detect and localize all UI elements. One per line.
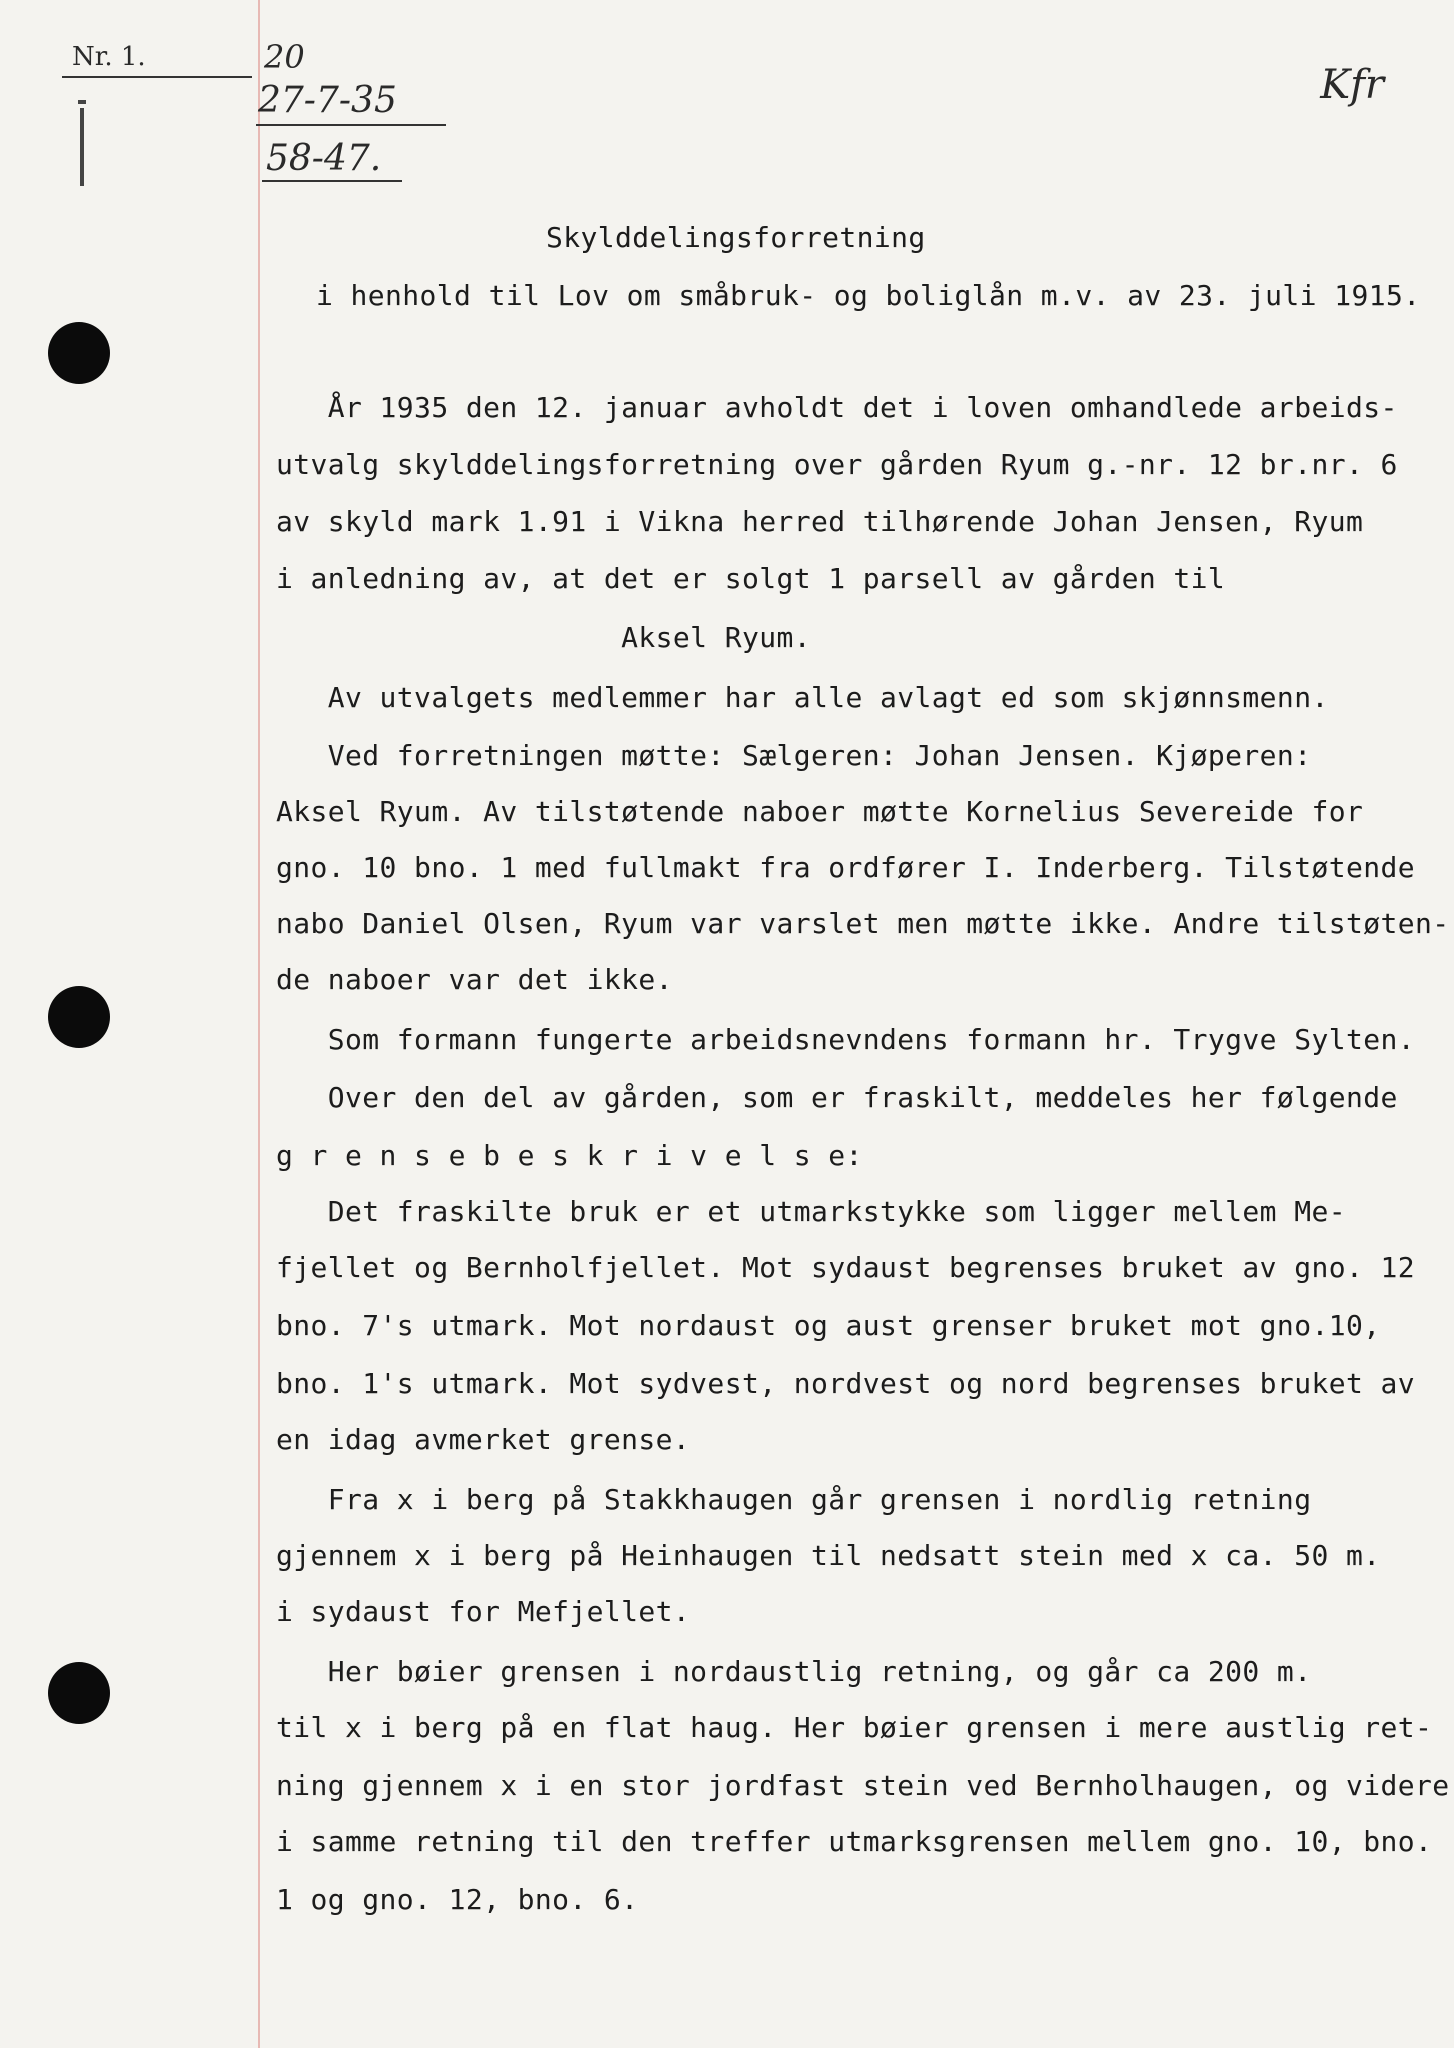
body-line: Som formann fungerte arbeidsnevndens formann hr. Trygve Sylten. (276, 1023, 1415, 1056)
record-number-underline (62, 76, 252, 78)
body-line: Av utvalgets medlemmer har alle avlagt ed som skjønnsmenn. (276, 681, 1329, 714)
body-line: g r e n s e b e s k r i v e l s e: (276, 1139, 863, 1172)
document-subtitle: i henhold til Lov om småbruk- og boliglån m.v. av 23. juli 1915. (316, 279, 1421, 312)
body-line: nabo Daniel Olsen, Ryum var varslet men møtte ikke. Andre tilstøten- (276, 907, 1450, 940)
body-line: År 1935 den 12. januar avholdt det i loven omhandlede arbeids- (276, 391, 1398, 424)
body-line: 1 og gno. 12, bno. 6. (276, 1883, 639, 1916)
body-line: en idag avmerket grense. (276, 1423, 691, 1456)
body-line: gjennem x i berg på Heinhaugen til nedsatt stein med x ca. 50 m. (276, 1539, 1381, 1572)
body-line: i samme retning til den treffer utmarksgrensen mellem gno. 10, bno. (276, 1825, 1433, 1858)
punch-hole-top (48, 322, 110, 384)
body-line: Aksel Ryum. Av tilstøtende naboer møtte Kornelius Severeide for (276, 795, 1364, 828)
margin-rule (258, 0, 260, 2048)
handwritten-date-underline (256, 124, 446, 126)
body-line: i anledning av, at det er solgt 1 parsell av gården til (276, 562, 1226, 595)
margin-mark-top (78, 100, 86, 104)
punch-hole-bottom (48, 1662, 110, 1724)
handwritten-date: 27-7-35 (258, 80, 397, 121)
record-number: Nr. 1. (72, 42, 146, 72)
body-line: Det fraskilte bruk er et utmarkstykke som ligger mellem Me- (276, 1195, 1346, 1228)
handwritten-initials: Kfr (1320, 62, 1384, 108)
body-line: utvalg skylddelingsforretning over gården Ryum g.-nr. 12 br.nr. 6 (276, 448, 1398, 481)
body-line: de naboer var det ikke. (276, 963, 673, 996)
document-title: Skylddelingsforretning (546, 221, 926, 254)
body-line: i sydaust for Mefjellet. (276, 1595, 691, 1628)
handwritten-reference-underline (262, 180, 402, 182)
body-line: Fra x i berg på Stakkhaugen går grensen i nordlig retning (276, 1483, 1312, 1516)
body-line: Ved forretningen møtte: Sælgeren: Johan Jensen. Kjøperen: (276, 739, 1312, 772)
handwritten-date-number: 20 (264, 38, 305, 76)
body-line: fjellet og Bernholfjellet. Mot sydaust begrenses bruket av gno. 12 (276, 1251, 1415, 1284)
handwritten-reference: 58-47. (266, 138, 382, 179)
body-line: til x i berg på en flat haug. Her bøier grensen i mere austlig ret- (276, 1711, 1433, 1744)
body-line: bno. 1's utmark. Mot sydvest, nordvest og nord begrenses bruket av (276, 1367, 1415, 1400)
body-line: Over den del av gården, som er fraskilt, meddeles her følgende (276, 1081, 1398, 1114)
body-line: av skyld mark 1.91 i Vikna herred tilhørende Johan Jensen, Ryum (276, 505, 1364, 538)
margin-mark (80, 108, 84, 186)
body-line: Her bøier grensen i nordaustlig retning, og går ca 200 m. (276, 1655, 1312, 1688)
body-line: Aksel Ryum. (276, 621, 811, 654)
body-line: bno. 7's utmark. Mot nordaust og aust grenser bruket mot gno.10, (276, 1309, 1381, 1342)
punch-hole-middle (48, 986, 110, 1048)
body-line: ning gjennem x i en stor jordfast stein ved Bernholhaugen, og videre (276, 1769, 1450, 1802)
body-line: gno. 10 bno. 1 med fullmakt fra ordfører I. Inderberg. Tilstøtende (276, 851, 1415, 884)
